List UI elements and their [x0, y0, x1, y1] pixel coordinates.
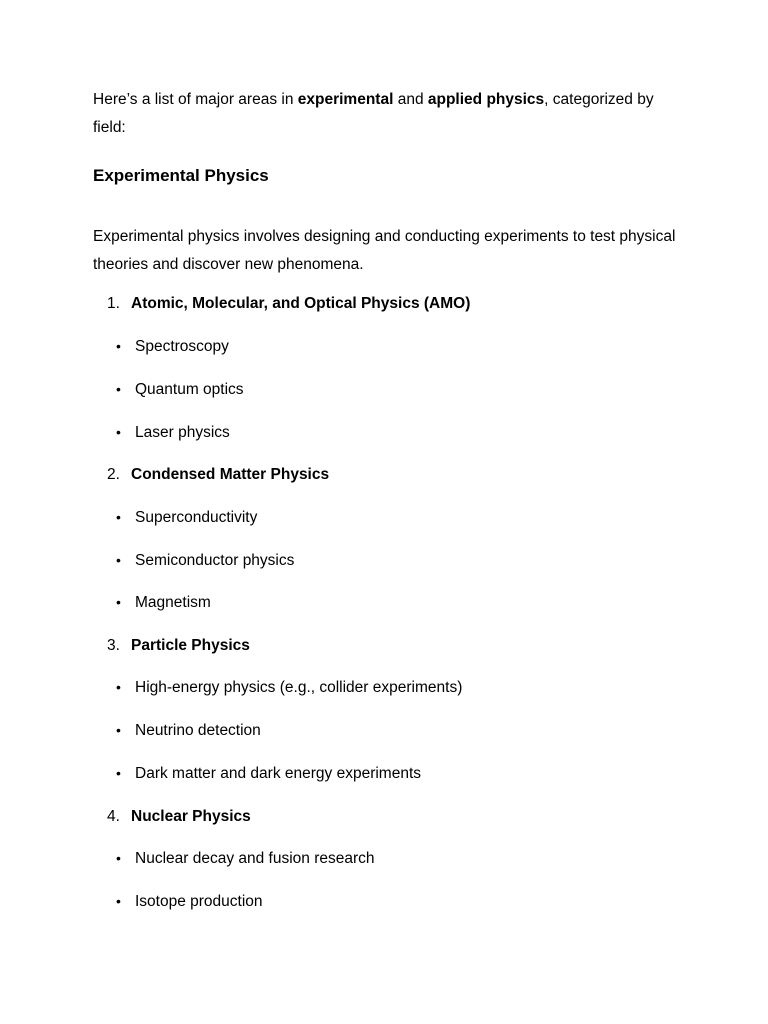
bullet-icon: •: [116, 381, 121, 397]
bullet-text: High-energy physics (e.g., collider experiments): [135, 679, 463, 696]
bullet-text: Magnetism: [135, 594, 211, 611]
bullet-item: [116, 893, 263, 911]
list-item-number: 1.: [107, 295, 120, 312]
bullet-icon: •: [116, 850, 121, 866]
bullet-icon: •: [116, 722, 121, 738]
bullet-item: [116, 552, 294, 570]
list-item-number: 3.: [107, 637, 120, 654]
list-item-title-text: Nuclear Physics: [131, 808, 251, 825]
bullet-icon: •: [116, 552, 121, 568]
bullet-item: [116, 722, 261, 740]
bullet-item: [116, 850, 375, 868]
list-item-title: [107, 466, 329, 484]
bullet-text: Semiconductor physics: [135, 552, 295, 569]
bullet-item: [116, 765, 421, 783]
bullet-item: [116, 679, 462, 697]
list-item-title: [107, 295, 470, 313]
bullet-text: Spectroscopy: [135, 338, 229, 355]
list-item-number: 4.: [107, 808, 120, 825]
description-paragraph: Experimental physics involves designing and conducting experiments to test physical theories and discover new phenomena.: [93, 228, 676, 273]
bullet-text: Superconductivity: [135, 509, 258, 526]
bullet-icon: •: [116, 893, 121, 909]
list-item-title-text: Atomic, Molecular, and Optical Physics (AMO): [131, 295, 471, 312]
list-item-title-text: Particle Physics: [131, 637, 250, 654]
intro-text-2: and: [393, 91, 428, 108]
list-item-title-text: Condensed Matter Physics: [131, 466, 330, 483]
bullet-item: [116, 594, 211, 612]
bullet-icon: •: [116, 594, 121, 610]
bullet-text: Neutrino detection: [135, 722, 261, 739]
bullet-icon: •: [116, 765, 121, 781]
intro-bold-applied-physics: applied physics: [427, 91, 545, 108]
bullet-item: [116, 381, 244, 399]
bullet-icon: •: [116, 509, 121, 525]
intro-bold-experimental: experimental: [297, 91, 394, 108]
list-item-number: 2.: [107, 466, 120, 483]
bullet-icon: •: [116, 338, 121, 354]
list-item-title: [107, 808, 251, 826]
bullet-text: Laser physics: [135, 424, 230, 441]
bullet-item: [116, 338, 229, 356]
bullet-text: Isotope production: [135, 893, 263, 910]
intro-text-1: Here’s a list of major areas in: [93, 91, 298, 108]
section-heading: Experimental Physics: [93, 166, 269, 185]
intro-paragraph: [93, 86, 683, 142]
bullet-text: Quantum optics: [135, 381, 244, 398]
bullet-icon: •: [116, 679, 121, 695]
bullet-text: Nuclear decay and fusion research: [135, 850, 375, 867]
bullet-text: Dark matter and dark energy experiments: [135, 765, 422, 782]
list-item-title: [107, 637, 250, 655]
intro-text-3: , categorized by field:: [93, 91, 654, 136]
bullet-item: [116, 424, 230, 442]
bullet-item: [116, 509, 257, 527]
bullet-icon: •: [116, 424, 121, 440]
